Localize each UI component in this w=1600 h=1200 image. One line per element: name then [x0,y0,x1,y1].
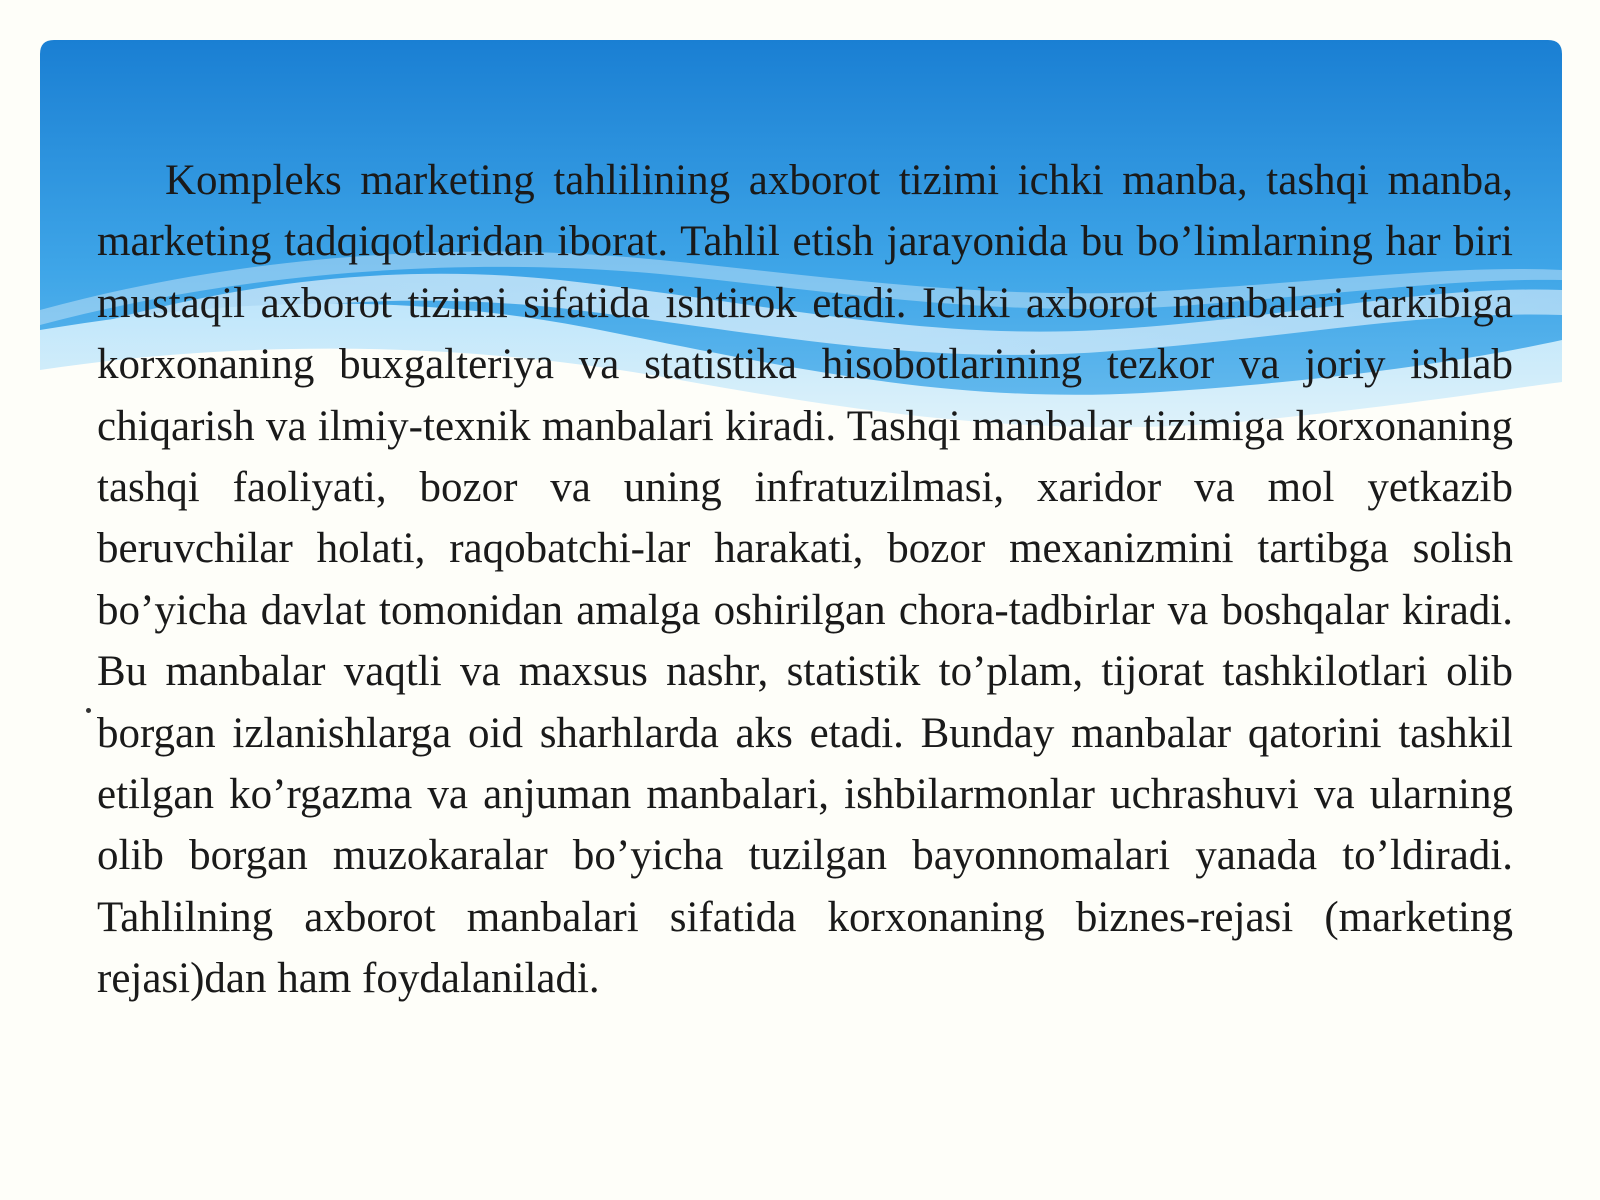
bullet-dot [86,708,91,713]
body-paragraph: Kompleks marketing tahlilining axborot tizimi ichki manba, tashqi manba, marketing tadqiqotlaridan iborat. Tahlil etish jarayonida bu bo’limlarning har biri mustaqil axborot tizimi sifatida ishtirok etadi. Ichki axborot manbalari tarkibiga korxonaning buxgalteriya va statistika hisobotlarining tezkor va joriy ishlab chiqarish va ilmiy-texnik manbalari kiradi. Tashqi manbalar tizimiga korxonaning tashqi faoliyati, bozor va uning infratuzilmasi, xaridor va mol yetkazib beruvchilar holati, raqobatchi-lar harakati, bozor mexanizmini tartibga solish bo’yicha davlat tomonidan amalga oshirilgan chora-tadbirlar va boshqalar kiradi. Bu manbalar vaqtli va maxsus nashr, statistik to’plam, tijorat tashkilotlari olib borgan izlanishlarga oid sharhlarda aks etadi. Bunday manbalar qatorini tashkil etilgan ko’rgazma va anjuman manbalari, ishbilarmonlar uchrashuvi va ularning olib borgan muzokaralar bo’yicha tuzilgan bayonnomalari yanada to’ldiradi. Tahlilning axborot manbalari sifatida korxonaning biznes-rejasi (marketing rejasi)dan ham foydalaniladi. [97,157,1513,1003]
